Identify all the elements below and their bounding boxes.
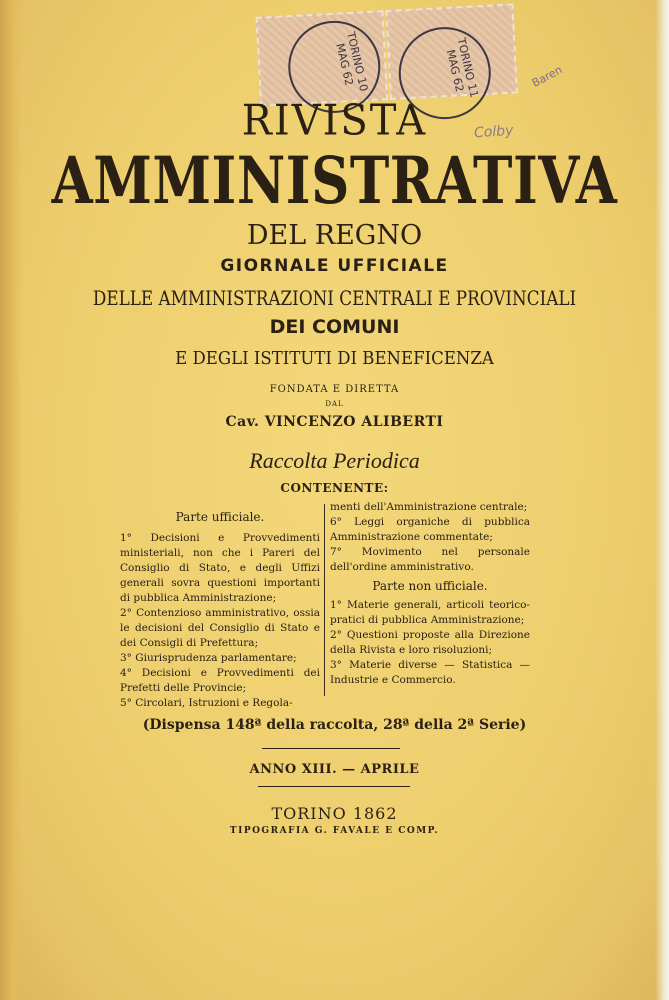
founded-label: FONDATA E DIRETTA (269, 384, 400, 395)
pencil-note-colby: Colby (473, 122, 514, 142)
contents-columns (120, 500, 530, 709)
line-istituti: E DEGLI ISTITUTI DI BENEFICENZA (175, 348, 494, 369)
postmark-left: TORINO 10 MAG 62 (279, 12, 389, 122)
postmark-right: TORINO 11 MAG 62 (390, 18, 500, 128)
contents-heading: CONTENENTE: (280, 481, 389, 495)
contents-item: 4° Decisioni e Provvedimenti dei Prefetti delle Provincie; (120, 667, 320, 694)
divider-rule (258, 786, 410, 787)
parte-non-ufficiale-heading: Parte non ufficiale. (372, 579, 488, 593)
contents-item: 3° Giurisprudenza parlamentare; (120, 652, 297, 664)
contents-item: 5° Circolari, Istruzioni e Regola- (120, 697, 293, 709)
contents-item: 6° Leggi organiche di pubblica Amministrazione commentate; (330, 516, 530, 543)
by-label: DAL (325, 400, 344, 408)
contents-right-column (330, 500, 530, 688)
contents-left-column (120, 508, 320, 711)
title-amministrativa: AMMINISTRATIVA (51, 143, 618, 219)
contents-item: 2° Questioni proposte alla Direzione della Rivista e loro risoluzioni; (330, 629, 530, 656)
line-dei-comuni: DEI COMUNI (269, 316, 400, 338)
line-amministrazioni: DELLE AMMINISTRAZIONI CENTRALI E PROVINCIALI (92, 286, 577, 310)
place-year: TORINO 1862 (271, 804, 398, 823)
subtitle-giornale-ufficiale: GIORNALE UFFICIALE (220, 256, 449, 276)
parte-ufficiale-heading: Parte ufficiale. (175, 510, 265, 524)
contents-item: 7° Movimento nel personale dell'ordine amministrativo. (330, 546, 530, 573)
column-divider (324, 504, 325, 696)
contents-item: menti dell'Amministrazione centrale; (330, 501, 528, 513)
title-del-regno: DEL REGNO (246, 220, 423, 251)
contents-item: 1° Decisioni e Provvedimenti ministeriali, non che i Pareri del Consiglio di Stato, e degli Uffizi generali sovra questioni importanti di pubblica Amministrazione; (120, 532, 320, 604)
issue-date: ANNO XIII. — APRILE (249, 762, 420, 777)
divider-rule (262, 748, 400, 749)
contents-item: 2° Contenzioso amministrativo, ossia le decisioni del Consiglio di Stato e dei Consigli di Prefettura; (120, 607, 320, 649)
dispensa-line: (Dispensa 148ª della raccolta, 28ª della 2ª Serie) (142, 717, 527, 733)
title-rivista: RIVISTA (241, 96, 428, 146)
editor-name: Cav. VINCENZO ALIBERTI (225, 414, 444, 430)
contents-item: 1° Materie generali, articoli teorico-pratici di pubblica Amministrazione; (330, 599, 530, 626)
contents-item: 3° Materie diverse — Statistica — Industrie e Commercio. (330, 659, 530, 686)
raccolta-periodica: Raccolta Periodica (249, 448, 420, 473)
pencil-note-top: Baren (529, 63, 565, 90)
printer-line: TIPOGRAFIA G. FAVALE E COMP. (229, 826, 440, 836)
